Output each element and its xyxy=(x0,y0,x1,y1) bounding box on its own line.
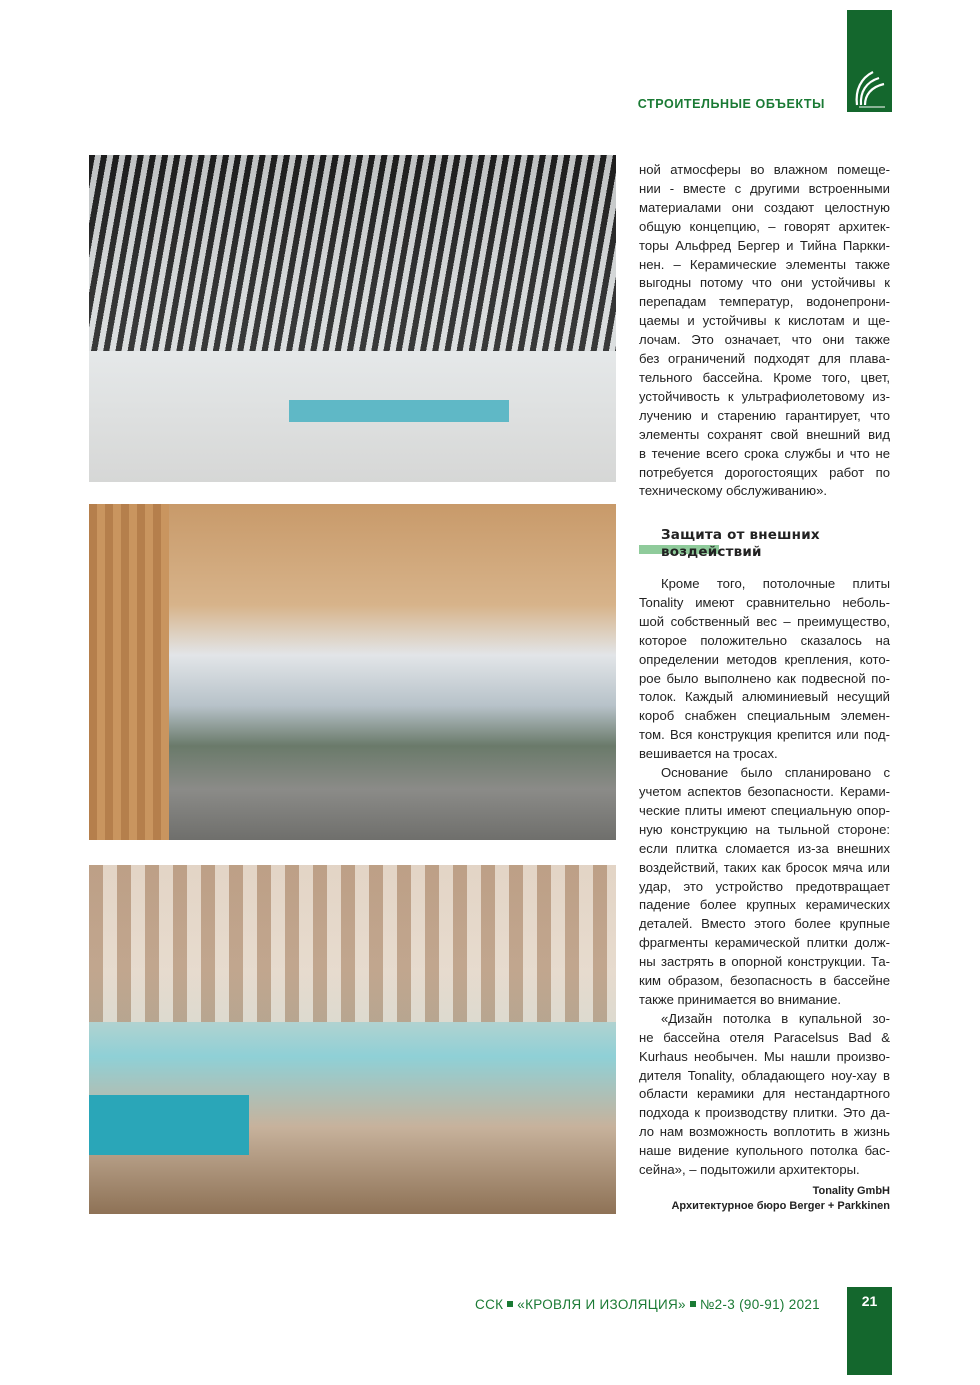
text-line: Tonality имеют сравнительно неболь- xyxy=(639,594,890,610)
square-bullet-icon xyxy=(690,1301,696,1307)
footer-text: «КРОВЛЯ И ИЗОЛЯЦИЯ» xyxy=(517,1297,686,1312)
text-line: нии - вместе с другими встроенными xyxy=(639,180,890,196)
footer-publication xyxy=(475,1297,820,1312)
text-line: том. Вся конструкция крепится или под- xyxy=(639,727,890,743)
text-line: фрагменты керамической плитки долж- xyxy=(639,935,890,951)
text-line: ны застрять в опорной конструкции. Та- xyxy=(639,954,890,970)
text-line: общую концепцию, – говорят архитек- xyxy=(639,218,890,234)
text-line: падение более крупных керамических xyxy=(639,897,890,913)
text-line: нен. – Керамические элементы также xyxy=(639,256,890,272)
text-line: определении методов крепления, кото- xyxy=(639,651,890,667)
footer-text: №2-3 (90-91) 2021 xyxy=(699,1297,820,1312)
text-line: потребуется дорогостоящих работ по xyxy=(639,464,890,480)
subheading-line: воздействий xyxy=(661,544,762,560)
text-line: тельного бассейна. Кроме того, цвет, xyxy=(639,369,890,385)
text-line: выгодны потому что они устойчивы к xyxy=(639,275,890,291)
photo-indoor-pool-stairs xyxy=(89,865,616,1214)
text-column-top xyxy=(639,161,890,501)
text-line: удар, это устройство предотвращает xyxy=(639,878,890,894)
credits xyxy=(639,1180,890,1201)
text-line: не бассейна отеля Paracelsus Bad & xyxy=(639,1029,890,1045)
photo-pool-ceiling-waves xyxy=(89,155,616,482)
text-column-bottom xyxy=(639,575,890,1180)
text-line: лучению и старению гарантирует, что xyxy=(639,407,890,423)
text-line: шой собственный вес – преимущество, xyxy=(639,613,890,629)
subheading xyxy=(661,527,820,561)
architect-credit: Архитектурное бюро Berger + Parkkinen xyxy=(671,1200,890,1212)
text-line: дителя Tonality, обладающего ноу-хау в xyxy=(639,1067,890,1083)
photo-outdoor-pool-terrace xyxy=(89,504,616,840)
text-line: в течение всего срока службы и что не xyxy=(639,445,890,461)
footer-text: ССК xyxy=(475,1297,504,1312)
text-line: материалами они создают целостную xyxy=(639,199,890,215)
text-line: короб снабжен специальным элемен- xyxy=(639,708,890,724)
leaf-logo-icon xyxy=(847,10,892,112)
text-line: ло нам возможность воплотить в жизнь xyxy=(639,1124,890,1140)
text-line: торы Альфред Бергер и Тийна Паркки- xyxy=(639,237,890,253)
text-line: техническому обслуживанию». xyxy=(639,483,828,499)
text-line: ческие плиты имеют специальную опор- xyxy=(639,802,890,818)
text-line: воздействий, таких как бросок мяча или xyxy=(639,859,890,875)
page-number: 21 xyxy=(861,1293,878,1309)
text-line: Основание было спланировано с xyxy=(661,765,890,781)
text-line: области керамики для нестандартного xyxy=(639,1086,890,1102)
text-line: учетом аспектов безопасности. Керами- xyxy=(639,783,890,799)
text-line: ной атмосферы во влажном помеще- xyxy=(639,162,890,177)
text-line: вешивается на тросах. xyxy=(639,746,778,762)
text-line: устойчивость к ультрафиолетовому из- xyxy=(639,388,890,404)
text-line: без ограничений подходят для плава- xyxy=(639,351,890,367)
text-line: «Дизайн потолка в купальной зо- xyxy=(661,1010,890,1026)
square-bullet-icon xyxy=(507,1301,513,1307)
header-green-tab xyxy=(847,10,892,112)
text-line: сейна», – подытожили архитекторы. xyxy=(639,1162,860,1178)
subheading-line: Защита от внешних xyxy=(661,527,820,543)
text-line: подхода к производству плитки. Это да- xyxy=(639,1105,890,1121)
text-line: наше видение купольного потолка бас- xyxy=(639,1143,890,1159)
text-line: цаемы и устойчивы к кислотам и ще- xyxy=(639,313,890,329)
text-line: если плитка сломается из-за внешних xyxy=(639,840,890,856)
text-line: элементы сохранят свой внешний вид xyxy=(639,426,890,442)
text-line: рое было выполнено как подвесной по- xyxy=(639,670,890,686)
text-line: Кроме того, потолочные плиты xyxy=(661,576,890,591)
photo-credit: Tonality GmbH xyxy=(812,1185,890,1197)
text-line: перепадам температур, водонепрони- xyxy=(639,294,890,310)
text-line: ким образом, безопасность в бассейне xyxy=(639,973,890,989)
text-line: которое положительно сказалось на xyxy=(639,632,890,648)
text-line: ную конструкцию на тыльной стороне: xyxy=(639,821,890,837)
text-line: лочам. Это означает, что они также xyxy=(639,332,890,348)
section-title: СТРОИТЕЛЬНЫЕ ОБЪЕКТЫ xyxy=(637,97,825,111)
text-line: толок. Каждый алюминиевый несущий xyxy=(639,689,890,705)
text-line: Kurhaus необычен. Мы нашли произво- xyxy=(639,1048,890,1064)
text-line: деталей. Вместо этого более крупные xyxy=(639,916,890,932)
text-line: также принимается во внимание. xyxy=(639,991,842,1007)
